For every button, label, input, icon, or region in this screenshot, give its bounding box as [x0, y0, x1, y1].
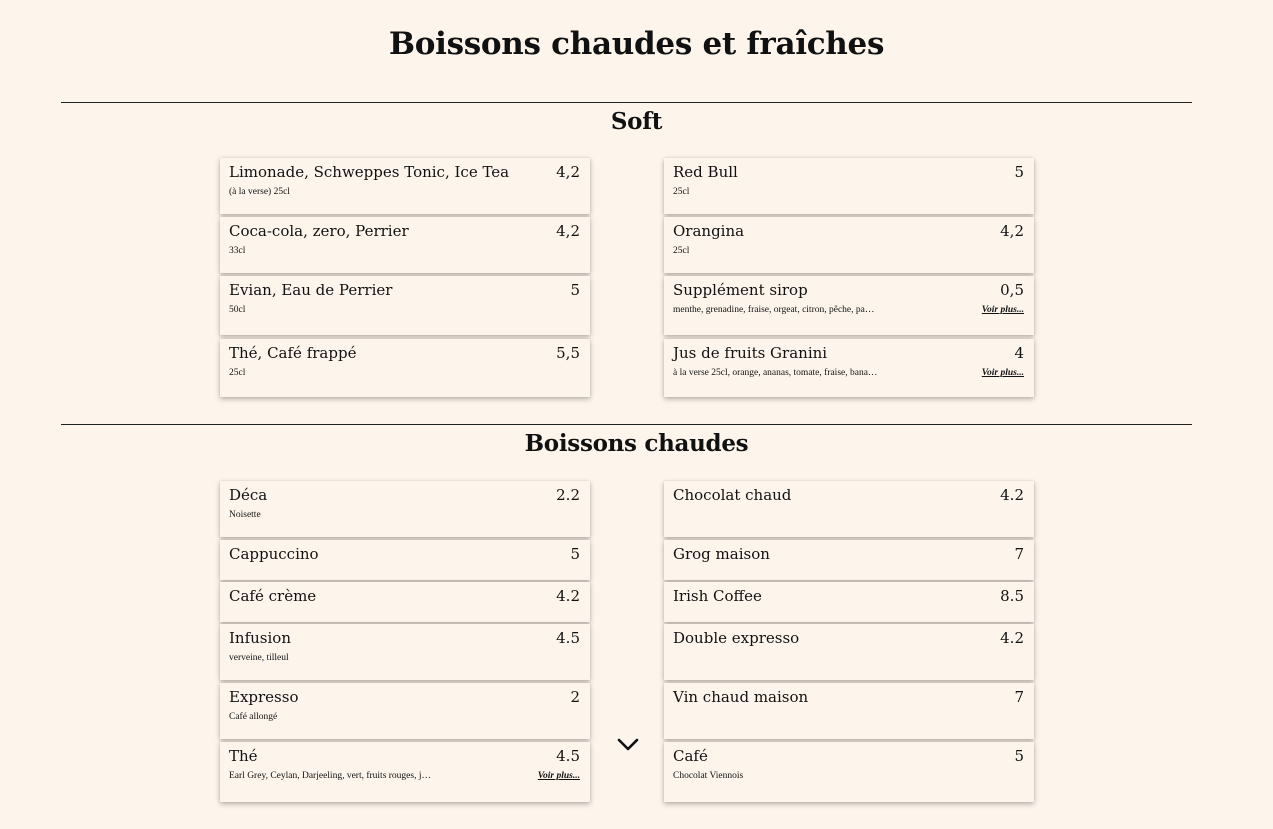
menu-item-card[interactable] — [664, 582, 1034, 622]
menu-item-card[interactable] — [664, 540, 1034, 580]
menu-item-header — [229, 629, 580, 648]
menu-item-card[interactable] — [664, 158, 1034, 214]
menu-item-description: Earl Grey, Ceylan, Darjeeling, vert, fruits rouges, j… — [229, 771, 431, 781]
menu-item-card[interactable] — [220, 582, 590, 622]
menu-item-card[interactable] — [220, 217, 590, 273]
menu-item-name: Infusion — [229, 629, 291, 647]
menu-item-header — [229, 747, 580, 766]
menu-item-card[interactable] — [664, 217, 1034, 273]
menu-item-price: 7 — [1014, 688, 1024, 706]
menu-item-card[interactable] — [664, 276, 1034, 335]
menu-item-name: Café crème — [229, 587, 317, 605]
menu-item-description: verveine, tilleul — [229, 653, 289, 663]
menu-item-header — [673, 587, 1024, 606]
menu-item-price: 5 — [1014, 747, 1024, 765]
menu-item-details — [673, 770, 1024, 782]
menu-item-price: 7 — [1014, 545, 1024, 563]
chevron-down-icon[interactable] — [615, 735, 641, 755]
menu-item-card[interactable] — [220, 481, 590, 537]
menu-item-name: Expresso — [229, 688, 299, 706]
menu-item-price: 4.5 — [556, 747, 580, 765]
menu-item-name: Café — [673, 747, 708, 765]
menu-item-header — [229, 281, 580, 300]
menu-item-header — [673, 222, 1024, 241]
menu-item-name: Chocolat chaud — [673, 486, 792, 504]
menu-item-description: à la verse 25cl, orange, ananas, tomate, fraise, bana… — [673, 368, 878, 378]
menu-item-card[interactable] — [664, 624, 1034, 680]
menu-item-price: 2 — [570, 688, 580, 706]
page-title: Boissons chaudes et fraîches — [388, 26, 885, 62]
menu-item-header — [229, 688, 580, 707]
menu-item-header — [673, 545, 1024, 564]
menu-item-details — [673, 367, 1024, 379]
menu-item-card[interactable] — [220, 540, 590, 580]
menu-item-name: Orangina — [673, 222, 745, 240]
menu-item-card[interactable] — [664, 339, 1034, 397]
section-header-boissons-chaudes — [0, 430, 1273, 457]
menu-item-price: 4,2 — [556, 222, 580, 240]
menu-item-name: Cappuccino — [229, 545, 319, 563]
menu-item-header — [673, 344, 1024, 363]
menu-item-name: Coca-cola, zero, Perrier — [229, 222, 409, 240]
menu-item-header — [229, 222, 580, 241]
menu-item-description: 33cl — [229, 246, 246, 256]
menu-item-header — [229, 587, 580, 606]
menu-item-name: Double expresso — [673, 629, 800, 647]
menu-item-description: menthe, grenadine, fraise, orgeat, citron, pêche, pa… — [673, 305, 875, 315]
menu-item-details — [229, 509, 580, 521]
see-more-link[interactable]: Voir plus... — [537, 771, 580, 781]
menu-item-header — [229, 163, 580, 182]
menu-item-header — [673, 486, 1024, 505]
menu-item-details — [229, 770, 580, 782]
menu-item-price: 5 — [1014, 163, 1024, 181]
menu-item-price: 4.5 — [556, 629, 580, 647]
menu-item-description: 25cl — [229, 368, 246, 378]
see-more-link[interactable]: Voir plus... — [981, 305, 1024, 315]
menu-item-price: 4,2 — [556, 163, 580, 181]
menu-item-description: 50cl — [229, 305, 246, 315]
section-title: Soft — [610, 108, 663, 135]
menu-item-card[interactable] — [220, 339, 590, 397]
menu-item-name: Thé — [229, 747, 258, 765]
menu-item-name: Vin chaud maison — [673, 688, 809, 706]
menu-item-header — [673, 747, 1024, 766]
menu-item-header — [673, 281, 1024, 300]
menu-item-header — [229, 545, 580, 564]
menu-item-details — [673, 245, 1024, 257]
section-divider — [61, 102, 1192, 103]
menu-item-card[interactable] — [664, 742, 1034, 802]
menu-item-name: Déca — [229, 486, 268, 504]
menu-item-price: 2.2 — [556, 486, 580, 504]
menu-item-price: 0,5 — [1000, 281, 1024, 299]
menu-item-description: Café allongé — [229, 712, 278, 722]
menu-item-header — [673, 629, 1024, 648]
menu-item-description: 25cl — [673, 187, 690, 197]
menu-item-name: Red Bull — [673, 163, 738, 181]
menu-item-price: 4.2 — [556, 587, 580, 605]
menu-item-name: Jus de fruits Granini — [673, 344, 828, 362]
menu-item-details — [229, 652, 580, 664]
menu-item-header — [229, 344, 580, 363]
menu-item-card[interactable] — [664, 683, 1034, 739]
menu-item-details — [229, 245, 580, 257]
menu-item-card[interactable] — [220, 276, 590, 335]
menu-item-card[interactable] — [220, 624, 590, 680]
menu-item-details — [673, 304, 1024, 316]
menu-item-details — [229, 711, 580, 723]
menu-item-name: Supplément sirop — [673, 281, 808, 299]
section-divider — [61, 424, 1192, 425]
menu-item-price: 5,5 — [556, 344, 580, 362]
menu-item-name: Grog maison — [673, 545, 770, 563]
menu-item-description: 25cl — [673, 246, 690, 256]
menu-item-header — [673, 163, 1024, 182]
menu-item-description: Noisette — [229, 510, 261, 520]
menu-item-price: 4.2 — [1000, 486, 1024, 504]
menu-item-card[interactable] — [220, 683, 590, 739]
see-more-link[interactable]: Voir plus... — [981, 368, 1024, 378]
menu-item-card[interactable] — [664, 481, 1034, 537]
menu-item-price: 4,2 — [1000, 222, 1024, 240]
menu-item-price: 5 — [570, 281, 580, 299]
menu-item-name: Evian, Eau de Perrier — [229, 281, 393, 299]
menu-item-details — [229, 367, 580, 379]
menu-item-name: Limonade, Schweppes Tonic, Ice Tea — [229, 163, 510, 181]
menu-item-description: Chocolat Viennois — [673, 771, 744, 781]
menu-item-card[interactable] — [220, 742, 590, 802]
menu-item-details — [229, 304, 580, 316]
section-title: Boissons chaudes — [524, 430, 749, 457]
menu-item-price: 4.2 — [1000, 629, 1024, 647]
menu-item-header — [229, 486, 580, 505]
menu-item-details — [229, 186, 580, 198]
section-header-soft — [0, 108, 1273, 135]
menu-item-details — [673, 186, 1024, 198]
menu-item-price: 8.5 — [1000, 587, 1024, 605]
menu-item-name: Irish Coffee — [673, 587, 762, 605]
menu-item-card[interactable] — [220, 158, 590, 214]
menu-item-name: Thé, Café frappé — [229, 344, 357, 362]
menu-item-price: 4 — [1014, 344, 1024, 362]
menu-item-price: 5 — [570, 545, 580, 563]
menu-item-header — [673, 688, 1024, 707]
menu-item-description: (à la verse) 25cl — [229, 187, 290, 197]
